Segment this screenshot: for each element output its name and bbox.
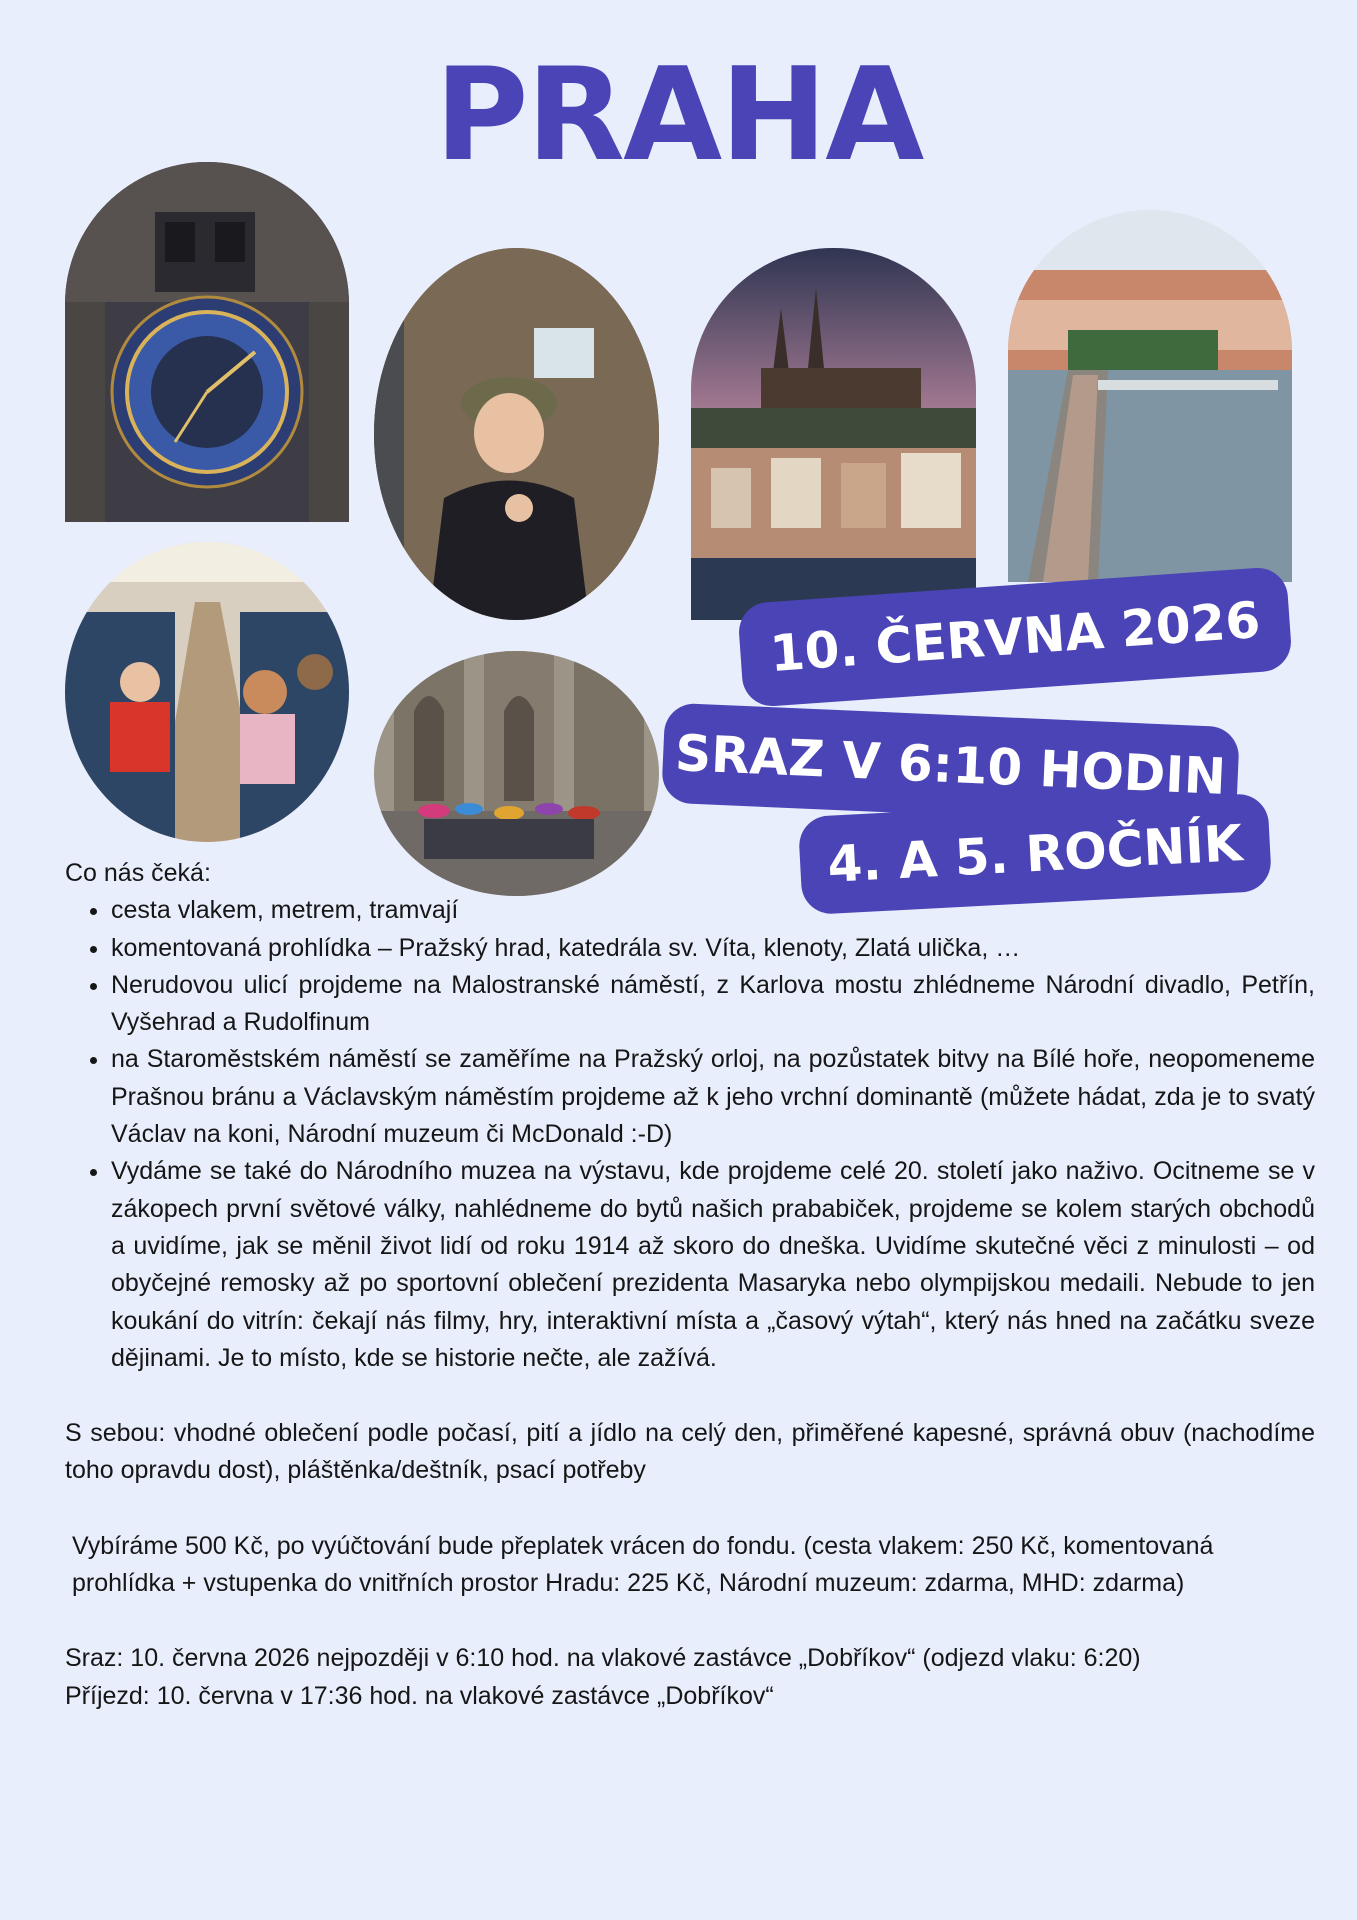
bring-list: S sebou: vhodné oblečení podle počasí, pití a jídlo na celý den, přiměřené kapesné, správná obuv (nachodíme toho opravdu dost), pláštěnka/deštník, psací potřeby (65, 1419, 1315, 1485)
list-item: • komentovaná prohlídka – Pražský hrad, katedrála sv. Víta, klenoty, Zlatá ulička, … (111, 930, 1315, 967)
date-badge: 10. ČERVNA 2026 (737, 566, 1293, 708)
trip-info (65, 855, 1315, 1715)
list-item: • Nerudovou ulicí projdeme na Malostranské náměstí, z Karlova mostu zhlédneme Národní divadlo, Petřín, Vyšehrad a Rudolfinum (111, 967, 1315, 1042)
train-interior-photo (65, 542, 349, 842)
program-heading: Co nás čeká: (65, 859, 211, 887)
meeting-info: Sraz: 10. června 2026 nejpozději v 6:10 hod. na vlakové zastávce „Dobříkov“ (odjezd vlaku: 6:20) (65, 1644, 1141, 1673)
list-item: • na Staroměstském náměstí se zaměříme na Pražský orloj, na pozůstatek bitvy na Bílé hoře, neopomeneme Prašnou bránu a Václavským náměstím projdeme až k jeho vrchní dominantě (můžete hádat, zda je to svatý Václav na koni, Národní muzeum či McDonald :-D) (111, 1041, 1315, 1153)
program-list (65, 892, 1315, 1377)
cost-info: Vybíráme 500 Kč, po vyúčtování bude přeplatek vrácen do fondu. (cesta vlakem: 250 Kč, komentovaná prohlídka + vstupenka do vnitřních prostor Hradu: 225 Kč, Národní muzeum: zdarma, MHD: zdarma) (72, 1531, 1214, 1598)
prague-castle-photo (691, 248, 976, 620)
charles-bridge-photo (1008, 210, 1292, 582)
grades-badge: 4. A 5. ROČNÍK (798, 793, 1272, 915)
list-item: • cesta vlakem, metrem, tramvají (111, 892, 1315, 929)
astronomical-clock-photo (65, 162, 349, 522)
page-title: PRAHA (434, 41, 923, 190)
meeting-time-badge: SRAZ V 6:10 HODIN (661, 703, 1240, 828)
arrival-info: Příjezd: 10. června v 17:36 hod. na vlakové zastávce „Dobříkov“ (65, 1681, 774, 1710)
boy-with-helmet-photo (374, 248, 659, 620)
list-item: • Vydáme se také do Národního muzea na výstavu, kde projdeme celé 20. století jako naživo. Ocitneme se v zákopech první světové války, nahlédneme do bytů našich prababiček, projdeme se kolem starých obchodů a uvidíme, jak se měnil život lidí od roku 1914 až skoro do dneška. Uvidíme skutečné věci z minulosti – od obyčejné remosky až po sportovní oblečení prezidenta Masaryka nebo olympijskou medaili. Nebude to jen koukání do vitrín: čekají nás filmy, hry, interaktivní místa a „časový výtah“, který nás hned na začátku sveze dějinami. Je to místo, kde se historie nečte, ale zažívá. (111, 1153, 1315, 1377)
